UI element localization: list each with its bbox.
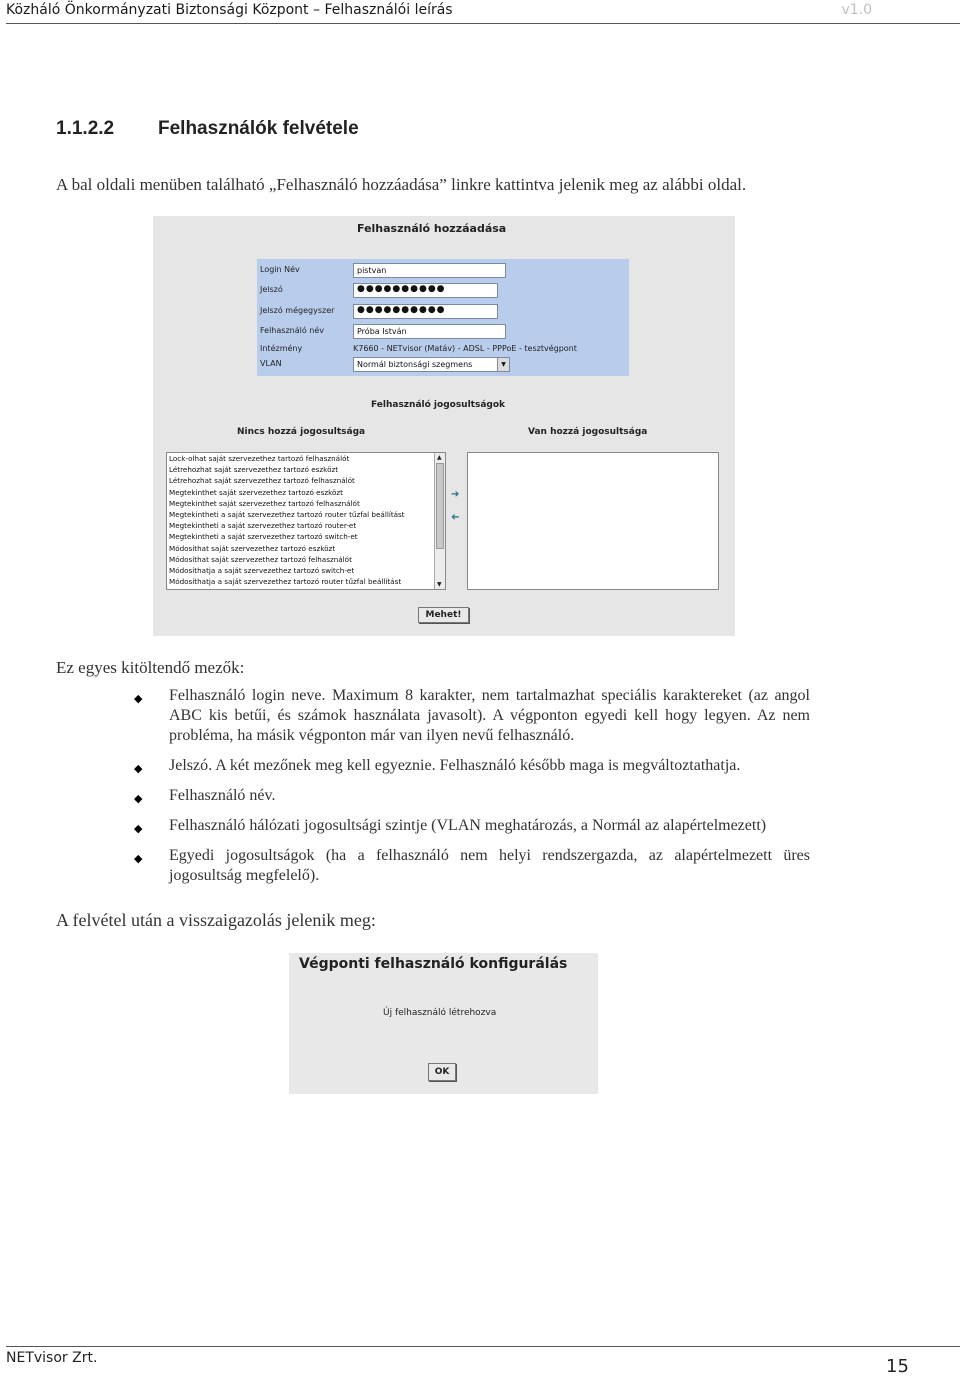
footer-company: NETvisor Zrt. [6, 1350, 98, 1366]
has-permission-title: Van hozzá jogosultsága [528, 427, 648, 437]
section-heading [56, 118, 359, 140]
scrollbar-thumb[interactable] [436, 463, 444, 549]
arrow-left-icon[interactable]: ➔ [451, 512, 460, 523]
list-item[interactable]: Módosíthatja a saját szervezethez tartozó router tűzfal beállítást [169, 577, 402, 587]
chevron-down-icon[interactable]: ▼ [497, 358, 509, 371]
list-item[interactable]: Létrehozhat saját szervezethez tartozó eszközt [169, 465, 339, 475]
list-item[interactable]: Módosíthat saját szervezethez tartozó felhasználót [169, 554, 352, 564]
password-label: Jelszó [260, 285, 283, 294]
arrow-right-icon[interactable]: ➔ [451, 489, 460, 500]
password-input[interactable]: ●●●●●●●●●● [353, 283, 498, 298]
confirmation-title: Végponti felhasználó konfigurálás [299, 956, 568, 972]
login-label: Login Név [260, 265, 300, 274]
bullet-diamond-icon: ◆ [134, 793, 143, 805]
ok-button[interactable]: OK [428, 1063, 456, 1081]
list-item[interactable]: Módosíthat saját szervezethez tartozó eszközt [169, 543, 336, 553]
vlan-select[interactable] [353, 357, 510, 372]
section-number: 1.1.2.2 [56, 118, 115, 139]
form-row-password [257, 283, 629, 299]
vlan-selected-value: Normál biztonsági szegmens [357, 360, 473, 369]
fields-intro: Ez egyes kitöltendő mezők: [56, 658, 245, 677]
list-item[interactable]: Létrehozhat saját szervezethez tartozó felhasználót [169, 476, 355, 486]
institution-label: Intézmény [260, 344, 303, 353]
user-form-panel [257, 259, 629, 376]
footer-divider [6, 1346, 960, 1347]
list-item[interactable]: Megtekintheti a saját szervezethez tartozó router-et [169, 521, 357, 531]
list-item[interactable]: Megtekinthet saját szervezethez tartozó felhasználót [169, 498, 360, 508]
available-permissions-list[interactable] [166, 452, 446, 590]
form-row-institution [257, 342, 629, 358]
permissions-title: Felhasználó jogosultságok [371, 400, 506, 410]
form-row-login [257, 263, 629, 279]
list-scrollbar[interactable] [434, 453, 445, 589]
no-permission-title: Nincs hozzá jogosultsága [237, 427, 366, 437]
scroll-up-icon[interactable]: ▲ [437, 454, 442, 461]
granted-permissions-list[interactable] [467, 452, 719, 590]
list-item[interactable]: Megtekintheti a saját szervezethez tartozó router tűzfal beállítást [169, 509, 405, 519]
field-description-list [130, 686, 810, 896]
page-header [6, 2, 960, 24]
password-confirm-label: Jelszó mégegyszer [260, 306, 335, 315]
document-title: Közháló Önkormányzati Biztonsági Központ – Felhasználói leírás [6, 2, 453, 18]
after-text: A felvétel után a visszaigazolás jelenik meg: [56, 910, 376, 930]
vlan-label: VLAN [260, 359, 282, 368]
full-name-input[interactable]: Próba István [353, 324, 506, 339]
list-item: ◆ Egyedi jogosultságok (ha a felhasználó nem helyi rendszergazda, az alapértelmezett üres jogosultság megfelelő). [134, 847, 810, 884]
list-item[interactable]: Megtekinthet saját szervezethez tartozó eszközt [169, 487, 343, 497]
list-item: ◆ Felhasználó név. [130, 786, 810, 806]
form-row-password-confirm [257, 304, 629, 320]
add-user-screenshot [153, 216, 735, 636]
password-confirm-input[interactable]: ●●●●●●●●●● [353, 304, 498, 319]
list-item: ◆ Felhasználó login neve. Maximum 8 karakter, nem tartalmazhat speciális karaktereket (az angol ABC kis betűi, és számok használata javasolt). A végponton egyedi kell hogy legyen. Az nem probléma, ha másik végponton már van ilyen nevű felhasználó. [134, 687, 810, 744]
bullet-diamond-icon: ◆ [134, 823, 143, 835]
form-row-full-name [257, 324, 629, 340]
section-title: Felhasználók felvétele [158, 118, 359, 139]
confirmation-message: Új felhasználó létrehozva [383, 1008, 497, 1018]
document-version: v1.0 [841, 2, 872, 18]
bullet-diamond-icon: ◆ [134, 853, 143, 865]
intro-paragraph: A bal oldali menüben található „Felhasználó hozzáadása” linkre kattintva jelenik meg az alábbi oldal. [56, 175, 747, 194]
form-row-vlan [257, 357, 629, 373]
list-item[interactable]: Megtekintheti a saját szervezethez tartozó switch-et [169, 532, 358, 542]
list-item: ◆ Felhasználó hálózati jogosultsági szintje (VLAN meghatározás, a Normál az alapértelmezett) [130, 816, 810, 836]
confirmation-screenshot [289, 953, 598, 1094]
full-name-label: Felhasználó név [260, 326, 325, 335]
bullet-diamond-icon: ◆ [134, 693, 143, 705]
page-number: 15 [886, 1356, 909, 1377]
institution-value: K7660 - NETvisor (Matáv) - ADSL - PPPoE - tesztvégpont [353, 344, 577, 353]
list-item: ◆ Jelszó. A két mezőnek meg kell egyeznie. Felhasználó később maga is megváltoztathatja. [130, 756, 810, 776]
form-title: Felhasználó hozzáadása [357, 222, 507, 235]
list-item[interactable]: Lock-olhat saját szervezethez tartozó felhasználót [169, 454, 350, 463]
submit-button[interactable]: Mehet! [418, 607, 469, 623]
login-input[interactable]: pistvan [353, 263, 506, 278]
scroll-down-icon[interactable]: ▼ [437, 581, 442, 588]
list-item[interactable]: Módosíthatja a saját szervezethez tartozó switch-et [169, 565, 355, 575]
bullet-diamond-icon: ◆ [134, 763, 143, 775]
